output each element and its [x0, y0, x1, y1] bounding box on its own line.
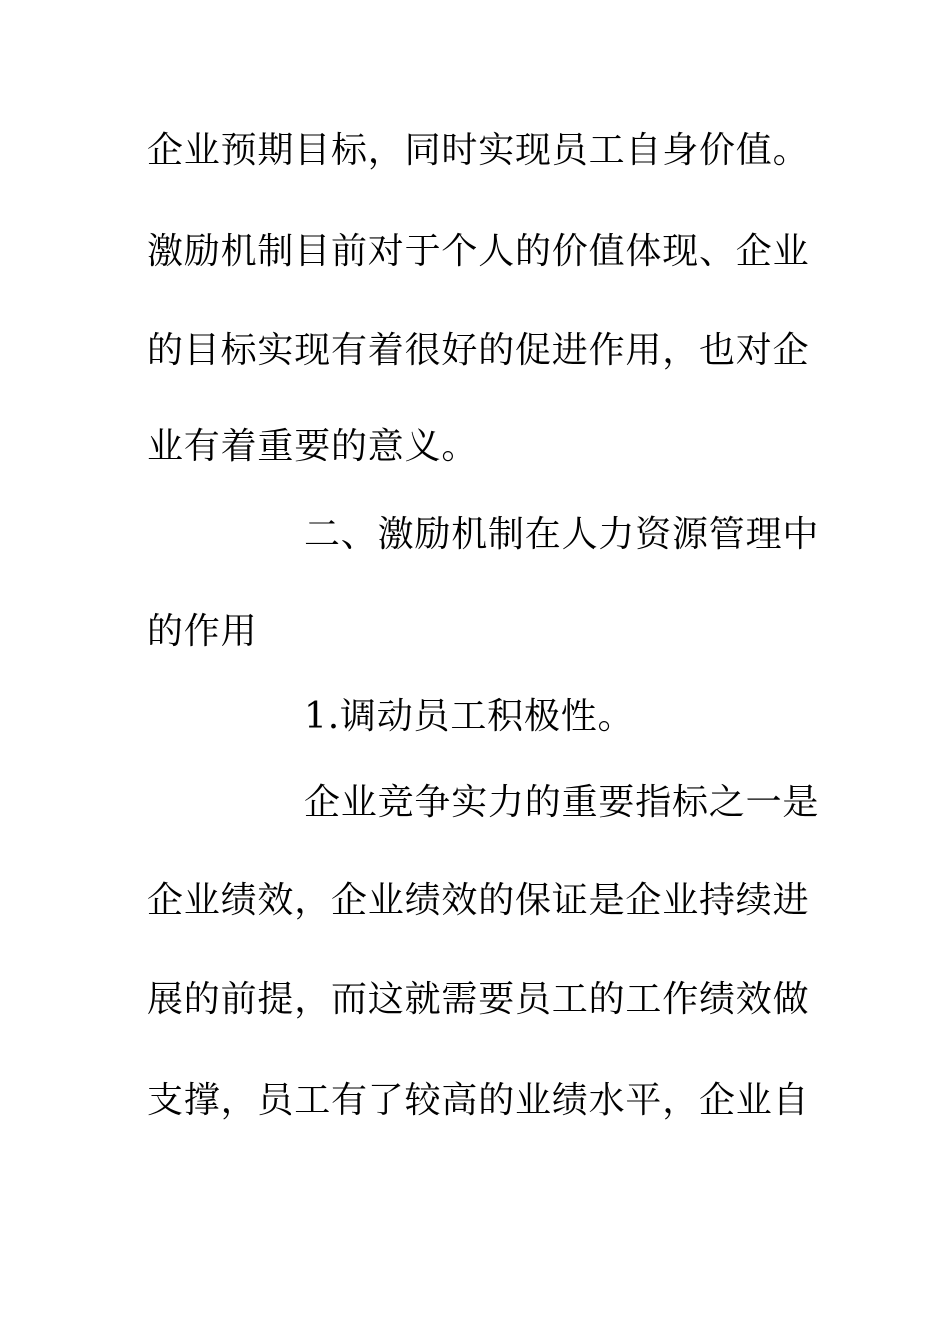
body-text-line: 支撑，员工有了较高的业绩水平，企业自 — [147, 1080, 810, 1121]
body-text-line: 激励机制目前对于个人的价值体现、企业 — [147, 231, 810, 272]
body-text-line: 业有着重要的意义。 — [147, 426, 479, 467]
subsection-heading: 1.调动员工积极性。 — [304, 696, 635, 737]
section-heading-line: 的作用 — [147, 611, 258, 652]
body-text-line: 的目标实现有着很好的促进作用，也对企 — [147, 330, 810, 371]
body-text-line: 企业竞争实力的重要指标之一是 — [304, 782, 820, 823]
body-text-line: 展的前提，而这就需要员工的工作绩效做 — [147, 979, 810, 1020]
body-text-line: 企业绩效，企业绩效的保证是企业持续进 — [147, 880, 810, 921]
section-heading-line: 二、激励机制在人力资源管理中 — [304, 514, 820, 555]
body-text-line: 企业预期目标，同时实现员工自身价值。 — [147, 130, 810, 171]
